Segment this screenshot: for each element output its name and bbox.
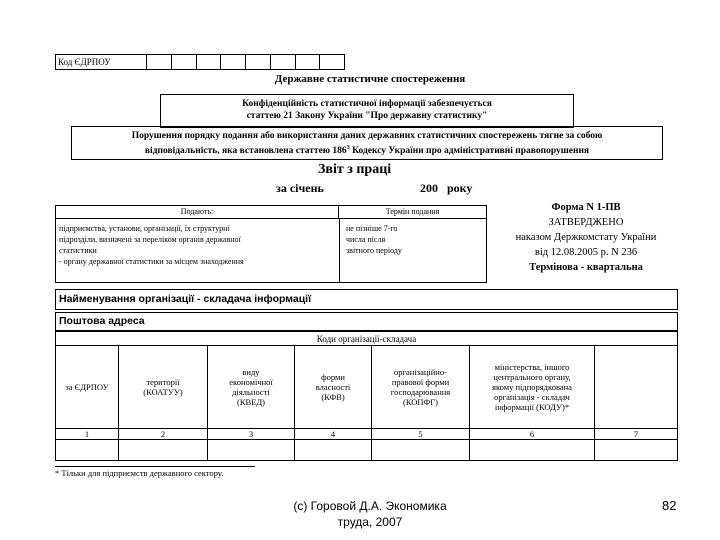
form-approval — [488, 200, 684, 275]
address-label: Поштова адреса — [59, 315, 145, 327]
code-cell[interactable] — [172, 55, 197, 69]
address-field[interactable] — [55, 312, 678, 331]
codes-column-header: за ЄДРПОУ — [56, 346, 119, 429]
report-year: 200 року — [420, 181, 473, 195]
codes-column-number: 2 — [119, 429, 208, 440]
code-cell[interactable] — [296, 55, 321, 69]
code-value-cell[interactable] — [208, 440, 295, 461]
code-value-cell[interactable] — [56, 440, 119, 461]
submitters-line: - органу державної статистики за місцем знаходження — [59, 257, 244, 266]
code-cell[interactable] — [271, 55, 296, 69]
violation-text: відповідальність, яка встановлена статтею 186 — [144, 146, 347, 157]
form-date: від 12.08.2005 р. N 236 — [534, 247, 638, 258]
report-title: Звіт з праці — [318, 162, 392, 177]
codes-column-header: міністерства, іншого центрального органу, якому підпорядкована організація - складач інформації (КОДУ)* — [470, 346, 595, 429]
violation-text: Кодексу України про адміністративні правопорушення — [352, 146, 590, 157]
codes-column-header: території (КОАТУУ) — [119, 346, 208, 429]
code-value-cell[interactable] — [595, 440, 678, 461]
confidentiality-line: статтею 21 Закону України "Про державну статистику" — [246, 111, 488, 121]
codes-column-number: 1 — [56, 429, 119, 440]
codes-column-number: 3 — [208, 429, 295, 440]
deadline-header: Термін подання — [339, 206, 486, 219]
codes-column-number: 4 — [295, 429, 372, 440]
code-cell[interactable] — [221, 55, 246, 69]
code-cell[interactable] — [320, 55, 344, 69]
form-approved: ЗАТВЕРДЖЕНО — [548, 217, 624, 228]
confidentiality-line: Конфіденційність статистичної інформації забезпечується — [242, 99, 492, 109]
violation-box — [71, 126, 663, 160]
submitters-table — [55, 205, 487, 283]
code-cell[interactable] — [246, 55, 271, 69]
code-value-cell[interactable] — [470, 440, 595, 461]
code-value-cell[interactable] — [119, 440, 208, 461]
copyright-line: труда, 2007 — [337, 515, 403, 529]
submitters-list — [59, 223, 244, 267]
submitters-header: Подають: — [56, 206, 339, 219]
page-number: 82 — [662, 498, 677, 513]
org-name-field[interactable] — [55, 289, 678, 310]
copyright — [250, 498, 490, 530]
code-cell[interactable] — [147, 55, 172, 69]
codes-column-header: організаційно- правової форми господарювання (КОПФГ) — [372, 346, 470, 429]
code-value-cell[interactable] — [295, 440, 372, 461]
codes-title: Коди організації-складача — [56, 332, 678, 346]
edrpou-code-strip — [55, 54, 345, 70]
violation-line: Порушення порядку подання або використання даних державних статистичних спостережень тягне за собою — [131, 131, 603, 141]
edrpou-label: Код ЄДРПОУ — [56, 55, 147, 69]
code-value-cell[interactable] — [372, 440, 470, 461]
org-name-label: Найменування організації - складача інформації — [59, 293, 312, 305]
footnote-divider — [55, 466, 255, 467]
deadline-line: числа після — [346, 235, 386, 244]
observation-title: Державне статистичне спостереження — [274, 73, 466, 85]
submitters-line: підприємства, установи, організації, їх структурні — [59, 224, 230, 233]
deadline-line: не пізніше 7-го — [346, 224, 398, 233]
copyright-line: (c) Горовой Д.А. Экономика — [293, 499, 447, 513]
footnote: * Тільки для підприємств державного сектору. — [55, 468, 224, 478]
submitters-line: статистики — [59, 246, 97, 255]
deadline-list — [346, 223, 402, 256]
violation-superscript: 3 — [346, 145, 350, 151]
codes-table — [55, 331, 678, 461]
codes-column-number: 5 — [372, 429, 470, 440]
confidentiality-box — [160, 94, 574, 128]
codes-column-header — [595, 346, 678, 429]
form-order: наказом Держкомстату України — [515, 232, 657, 243]
form-name: Форма N 1-ПВ — [551, 202, 621, 213]
column-divider — [339, 219, 340, 282]
deadline-line: звітного періоду — [346, 246, 402, 255]
submitters-line: підрозділи, визначені за переліком органів державної — [59, 235, 241, 244]
violation-line — [72, 142, 662, 157]
form-term: Термінова - квартальна — [529, 262, 643, 273]
codes-column-header: форми власності (КФВ) — [295, 346, 372, 429]
code-cell[interactable] — [197, 55, 222, 69]
codes-column-header: виду економічної діяльності (КВЕД) — [208, 346, 295, 429]
report-period: за січень — [276, 181, 324, 195]
codes-column-number: 7 — [595, 429, 678, 440]
codes-column-number: 6 — [470, 429, 595, 440]
